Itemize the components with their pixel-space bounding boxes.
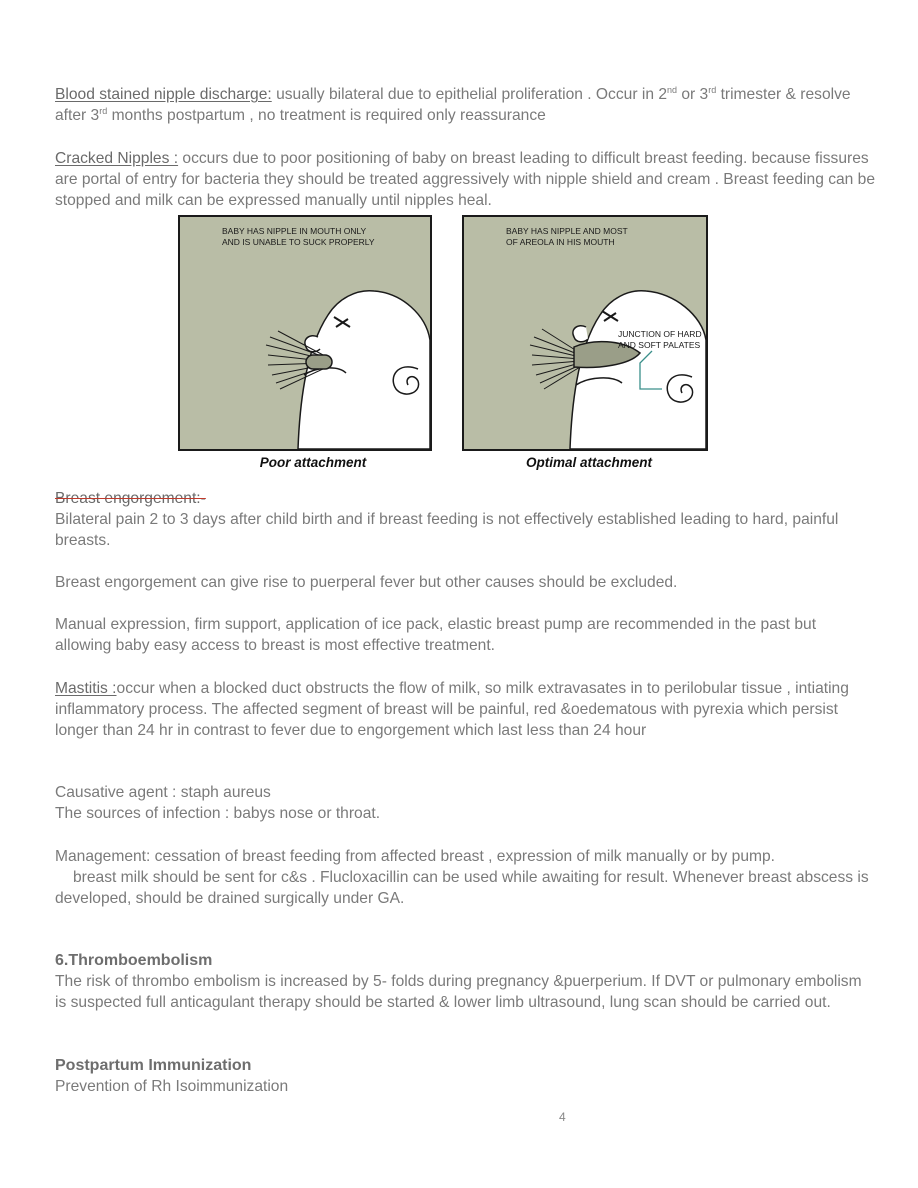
paragraph-cracked-nipples: Cracked Nipples : occurs due to poor positioning of baby on breast leading to difficult breast feeding. because fissures are portal of entry for bacteria they should be treated aggressively with nipple shield and cream . Breast feeding can be stopped and milk can be expressed manually until nipples heal. <box>55 150 876 209</box>
heading-postpartum-immunization: Postpartum Immunization <box>55 1057 252 1074</box>
paragraph-nipple-discharge: Blood stained nipple discharge: usually bilateral due to epithelial proliferation . Occur in 2nd or 3rd trimester & resolve after 3rd months postpartum , no treatment is required only reassurance <box>55 84 851 124</box>
poor-attachment-illustration <box>178 215 432 451</box>
left-panel-label-line-1: BABY HAS NIPPLE IN MOUTH ONLY <box>222 226 367 236</box>
caption-poor-attachment: Poor attachment <box>259 455 367 470</box>
paragraph-engorgement-treatment: Manual expression, firm support, application of ice pack, elastic breast pump are recommended in the past but allowing baby easy access to breast is most effective treatment. <box>55 616 817 654</box>
paragraph-mastitis: Mastitis :occur when a blocked duct obstructs the flow of milk, so milk extravasates in to perilobular tissue , intiating inflammatory process. The affected segment of breast will be painful, red &oedematous with pyrexia which persist longer than 24 hr in contrast to fever due to engorgement which last less than 24 hour <box>55 680 849 739</box>
section-postpartum-immunization: Postpartum Immunization Prevention of Rh Isoimmunization <box>55 1057 289 1095</box>
junction-label-line-2: AND SOFT PALATES <box>618 340 701 350</box>
term-breast-engorgement: Breast engorgement:- <box>55 490 206 507</box>
paragraph-management: Management: cessation of breast feeding from affected breast , expression of milk manually or by pump. breast milk should be sent for c&s . Flucloxacillin can be used while awaiting for result. Whenever breast abscess is developed, should be drained surgically under GA. <box>55 848 869 907</box>
right-panel-label-line-1: BABY HAS NIPPLE AND MOST <box>506 226 628 236</box>
right-panel-label-line-2: OF AREOLA IN HIS MOUTH <box>506 237 615 247</box>
paragraph-engorgement-fever: Breast engorgement can give rise to puerperal fever but other causes should be excluded. <box>55 574 678 591</box>
heading-thromboembolism: 6.Thromboembolism <box>55 952 213 969</box>
junction-label-line-1: JUNCTION OF HARD <box>618 329 702 339</box>
caption-optimal-attachment: Optimal attachment <box>525 455 653 470</box>
breastfeeding-attachment-figure <box>178 215 708 475</box>
optimal-attachment-illustration <box>462 215 708 451</box>
term-mastitis: Mastitis : <box>55 680 117 697</box>
optimal-attachment-panel <box>462 215 716 470</box>
page-number: 4 <box>559 1110 566 1124</box>
term-cracked-nipples: Cracked Nipples : <box>55 150 179 167</box>
left-panel-label-line-2: AND IS UNABLE TO SUCK PROPERLY <box>222 237 375 247</box>
term-blood-stained-nipple-discharge: Blood stained nipple discharge: <box>55 86 272 103</box>
nipple <box>306 355 332 369</box>
section-thromboembolism: 6.Thromboembolism The risk of thrombo embolism is increased by 5- folds during pregnancy &puerperium. If DVT or pulmonary embolism is suspected full anticagulant therapy should be started & lower limb ultrasound, lung scan should be carried out. <box>55 952 862 1011</box>
poor-attachment-panel <box>178 215 432 470</box>
paragraph-breast-engorgement: Breast engorgement:- Bilateral pain 2 to 3 days after child birth and if breast feeding is not effectively established leading to hard, painful breasts. <box>55 490 839 549</box>
baby-nose <box>573 326 588 342</box>
paragraph-causative-agent: Causative agent : staph aureus The sources of infection : babys nose or throat. <box>55 784 381 822</box>
